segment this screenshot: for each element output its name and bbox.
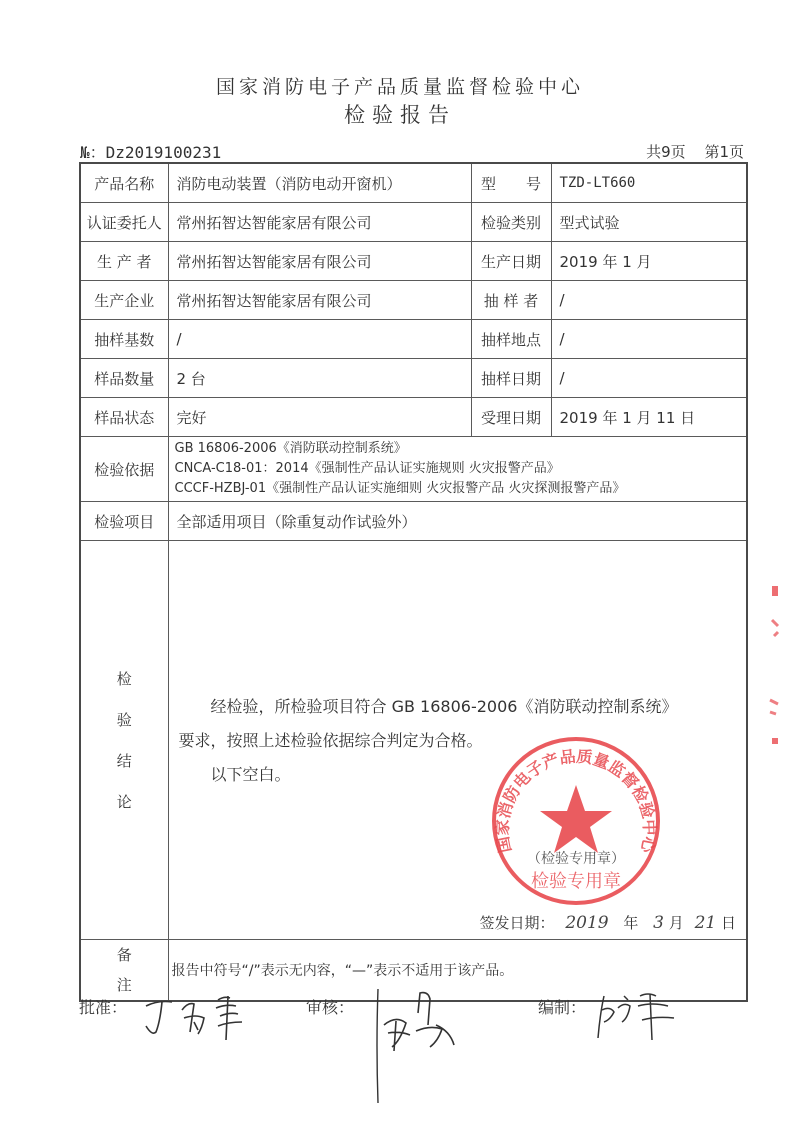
field-value: 常州拓智达智能家居有限公司 [168, 242, 471, 281]
basis-line: CNCA-C18-01：2014《强制性产品认证实施规则 火灾报警产品》 [174, 461, 560, 476]
year-char: 年 [623, 914, 639, 932]
field-label: 抽 样 者 [471, 281, 551, 320]
table-row [80, 359, 747, 398]
seal-ring-text: 国家消防电子产品质量监督检验中心 [492, 746, 660, 855]
field-label: 抽样日期 [471, 359, 551, 398]
inspection-seal [490, 735, 662, 907]
items-value: 全部适用项目（除重复动作试验外） [168, 502, 747, 541]
field-value: 消防电动装置（消防电动开窗机） [168, 163, 471, 203]
seal-note: （检验专用章） [527, 851, 625, 867]
conclusion-label-char: 结 [116, 752, 132, 770]
field-label: 检验类别 [471, 203, 551, 242]
approve-label: 批准： [79, 998, 128, 1017]
field-value: / [551, 281, 747, 320]
field-label: 产品名称 [80, 163, 168, 203]
field-value: 2 台 [168, 359, 471, 398]
table-row [80, 242, 747, 281]
field-label: 抽样地点 [471, 320, 551, 359]
items-label: 检验项目 [80, 502, 168, 541]
star-icon [540, 785, 612, 853]
field-label: 认证委托人 [80, 203, 168, 242]
edge-seal-fragment [758, 580, 800, 760]
doc-title: 检验报告 [344, 103, 456, 127]
table-row [80, 203, 747, 242]
day-char: 日 [720, 914, 736, 932]
notes-value: 报告中符号“/”表示无内容，“—”表示不适用于该产品。 [168, 940, 747, 1002]
approve-signature [138, 992, 258, 1042]
conclusion-label-char: 检 [116, 670, 132, 688]
seal-bottom-text: 检验专用章 [531, 871, 621, 892]
field-value: 常州拓智达智能家居有限公司 [168, 203, 471, 242]
field-label: 生 产 者 [80, 242, 168, 281]
items-row [80, 502, 747, 541]
basis-line: GB 16806-2006《消防联动控制系统》 [174, 441, 407, 456]
field-value: 型式试验 [551, 203, 747, 242]
field-value: 常州拓智达智能家居有限公司 [168, 281, 471, 320]
conclusion-label [80, 541, 168, 940]
field-value: TZD-LT660 [551, 163, 747, 203]
issue-date [480, 912, 736, 933]
issue-date-label: 签发日期： [479, 914, 555, 932]
conclusion-line: 要求，按照上述检验依据综合判定为合格。 [178, 731, 483, 750]
conclusion-line: 以下空白。 [210, 765, 291, 784]
total-pages: 共9页 [646, 143, 686, 161]
field-value: 2019 年 1 月 11 日 [551, 398, 747, 437]
issue-year: 2019 [565, 913, 609, 933]
field-label: 生产企业 [80, 281, 168, 320]
conclusion-label-char: 论 [116, 793, 132, 811]
review-signature [370, 985, 480, 1105]
field-value: / [168, 320, 471, 359]
issue-day: 21 [694, 913, 717, 933]
table-row [80, 398, 747, 437]
org-title: 国家消防电子产品质量监督检验中心 [215, 76, 584, 98]
field-label: 型 号 [471, 163, 551, 203]
field-value: / [551, 359, 747, 398]
current-page: 第1页 [704, 143, 744, 161]
doc-number: №：Dz2019100231 [80, 143, 222, 162]
basis-row [80, 437, 747, 502]
field-value: 2019 年 1 月 [551, 242, 747, 281]
notes-label-char: 备 [116, 946, 132, 964]
field-value: 完好 [168, 398, 471, 437]
prepare-signature [594, 988, 694, 1048]
table-row [80, 163, 747, 203]
prepare-label: 编制： [538, 998, 587, 1017]
table-row [80, 281, 747, 320]
basis-line: CCCF-HZBJ-01《强制性产品认证实施细则 火灾报警产品 火灾探测报警产品》 [174, 481, 626, 496]
notes-label-char: 注 [116, 976, 132, 994]
month-char: 月 [668, 914, 684, 932]
page-indicator [632, 141, 744, 162]
field-label: 样品数量 [80, 359, 168, 398]
basis-label: 检验依据 [80, 437, 168, 502]
field-label: 受理日期 [471, 398, 551, 437]
field-value: / [551, 320, 747, 359]
review-label: 审核： [306, 998, 355, 1017]
issue-month: 3 [653, 913, 664, 933]
conclusion-line: 经检验，所检验项目符合 GB 16806-2006《消防联动控制系统》 [210, 697, 678, 716]
field-label: 样品状态 [80, 398, 168, 437]
field-label: 抽样基数 [80, 320, 168, 359]
table-row [80, 320, 747, 359]
conclusion-label-char: 验 [116, 711, 132, 729]
basis-lines [168, 437, 747, 502]
field-label: 生产日期 [471, 242, 551, 281]
